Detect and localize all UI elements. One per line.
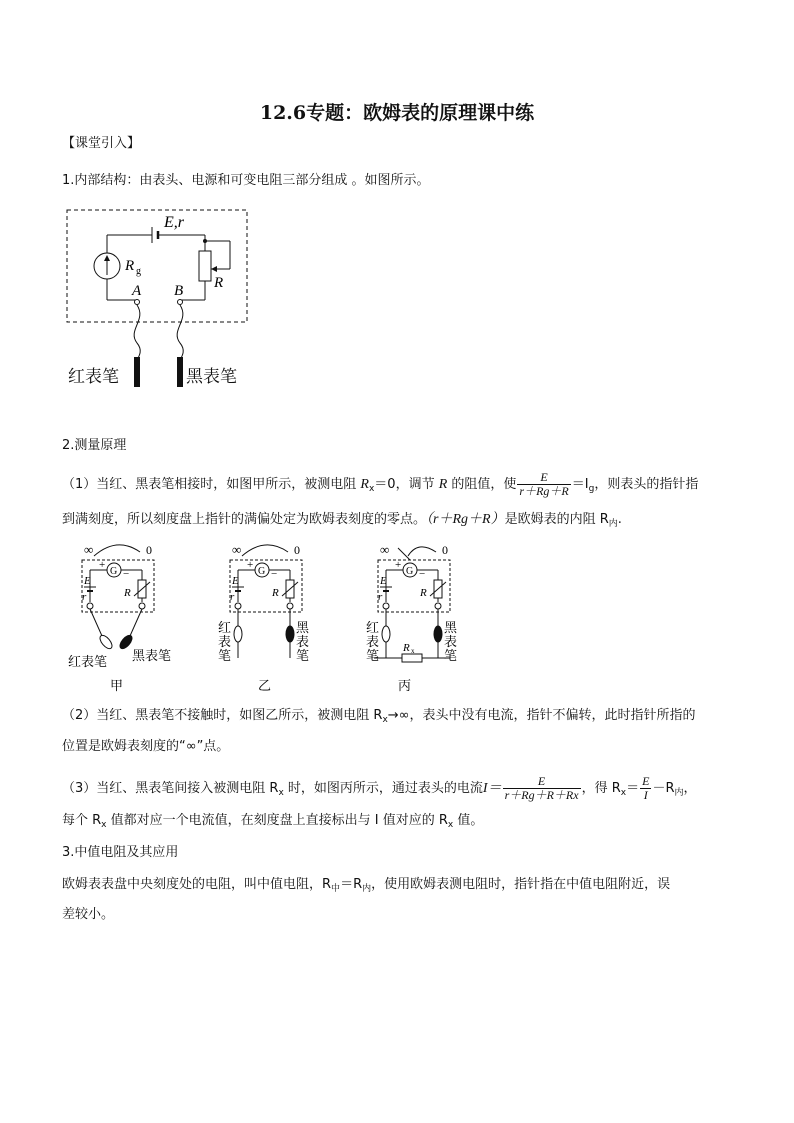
label-jia: 甲: [110, 678, 124, 693]
label-red-v1: 红: [366, 620, 380, 635]
label-rg: R: [125, 258, 135, 274]
text-segment: ，得 R: [581, 781, 621, 796]
fraction-numerator: E: [540, 470, 548, 484]
rheostat-body: [199, 251, 211, 281]
label-plus: +: [247, 559, 254, 571]
label-black-v2: 表: [296, 634, 310, 649]
label-red-v3: 笔: [218, 648, 232, 663]
symbol-rx-sub: x: [382, 715, 388, 725]
label-plus: +: [99, 559, 106, 571]
red-pen-body: [134, 357, 140, 387]
diagram-bing: [366, 542, 458, 693]
paragraph-principle-1-line2: [62, 511, 622, 533]
fraction-numerator: E: [537, 774, 546, 788]
text-segment: ，则表头的指针指: [594, 477, 699, 492]
paragraph-principle-1-line1: [62, 471, 698, 498]
label-red-v3: 笔: [366, 648, 380, 663]
text-segment: .: [617, 512, 622, 527]
label-er: E,r: [164, 214, 184, 231]
paragraph-principle: 2.测量原理: [62, 438, 127, 453]
text-segment: 值。: [453, 813, 484, 828]
symbol-rzhong-sub: 中: [331, 884, 341, 894]
label-red-v2: 表: [366, 634, 380, 649]
label-black-v3: 笔: [296, 648, 310, 663]
label-r: R: [124, 587, 131, 599]
paragraph-median: 3.中值电阻及其应用: [62, 845, 179, 860]
section-heading: 【课堂引入】: [62, 136, 141, 151]
label-black-v2: 表: [444, 634, 458, 649]
text-segment: ，使用欧姆表测电阻时，指针指在中值电阻附近，误: [371, 877, 671, 892]
label-rg-sub: g: [136, 266, 141, 277]
label-e: E: [232, 575, 239, 587]
resistor-rx: [402, 654, 422, 662]
fraction-current: [503, 775, 581, 802]
terminal-b: [178, 300, 183, 305]
label-yi: 乙: [258, 678, 272, 693]
text-segment: ＝I: [571, 477, 589, 492]
expression-internal: （r＋Rg＋R）: [426, 512, 505, 527]
label-r-small: r: [230, 591, 235, 603]
text-segment: 欧姆表表盘中央刻度处的电阻，叫中值电阻，R: [62, 877, 332, 892]
label-r-small: r: [82, 591, 87, 603]
label-r: R: [214, 275, 224, 291]
black-pen-body: [177, 357, 183, 387]
symbol-rnei-sub: 内: [608, 519, 618, 529]
label-a: A: [132, 283, 142, 299]
label-red-pen: 红表笔: [68, 367, 119, 387]
fraction-denominator: r＋Rg＋R: [519, 484, 569, 498]
symbol-rx-sub: x: [368, 484, 375, 494]
label-black-v3: 笔: [444, 648, 458, 663]
diagram-jia: [82, 542, 154, 651]
fraction-current: [517, 471, 570, 498]
text-segment: ，: [683, 781, 697, 796]
text-segment: 时，如图丙所示，通过表头的电流: [283, 781, 483, 796]
scale-arc: [94, 545, 140, 556]
symbol-rx-sub: x: [620, 788, 627, 798]
paragraph-principle-2-line1: [62, 707, 696, 729]
text-segment: （2）当红、黑表笔不接触时，如图乙所示，被测电阻 R: [62, 708, 383, 723]
paragraph-structure: 1.内部结构：由表头、电源和可变电阻三部分组成 。如图所示。: [62, 173, 430, 188]
paragraph-median-line1: [62, 876, 670, 898]
page-title: 12.6专题：欧姆表的原理课中练: [259, 102, 535, 124]
symbol-rnei-sub: 内: [362, 884, 372, 894]
text-segment: 到满刻度，所以刻度盘上指针的满偏处定为欧姆表刻度的零点。: [62, 512, 427, 527]
text-segment: －R: [652, 781, 675, 796]
label-black-pen: 黑表笔: [132, 648, 172, 663]
paragraph-principle-2-line2: 位置是欧姆表刻度的“∞”点。: [62, 739, 230, 754]
label-zero: 0: [146, 543, 152, 557]
label-black-pen: 黑表笔: [186, 367, 237, 387]
text-segment: ＝0，调节: [374, 477, 439, 492]
label-bing: 丙: [398, 678, 412, 693]
symbol-rx-sub: x: [101, 820, 107, 830]
symbol-rx: R: [360, 477, 369, 492]
paragraph-principle-3-line2: [62, 812, 483, 834]
galvanometer-arrowhead: [104, 255, 110, 261]
fraction-numerator: E: [642, 774, 650, 788]
label-plus: +: [395, 559, 402, 571]
label-red-pen: 红表笔: [68, 654, 108, 669]
label-g: G: [406, 566, 414, 577]
label-g: G: [258, 566, 266, 577]
text-segment: 每个 R: [62, 813, 102, 828]
text-segment: 值都对应一个电流值，在刻度盘上直接标出与 I 值对应的 R: [106, 813, 448, 828]
label-red-v2: 表: [218, 634, 232, 649]
label-black-v1: 黑: [296, 620, 310, 635]
symbol-rx-sub: x: [278, 788, 284, 798]
symbol-i: I＝: [482, 781, 502, 796]
slider-arrow: [211, 266, 217, 272]
diagram-yi: [218, 542, 310, 693]
label-red-v1: 红: [218, 620, 232, 635]
label-r-small: r: [378, 591, 383, 603]
symbol-r: R: [438, 477, 448, 492]
text-segment: 是欧姆表的内阻 R: [504, 512, 609, 527]
text-segment: （1）当红、黑表笔相接时，如图甲所示，被测电阻: [62, 477, 361, 492]
terminal-a: [135, 300, 140, 305]
paragraph-median-line2: 差较小。: [62, 907, 115, 922]
text-segment: （3）当红、黑表笔间接入被测电阻 R: [62, 781, 279, 796]
label-e: E: [84, 575, 91, 587]
label-minus: −: [419, 568, 426, 580]
label-zero: 0: [442, 543, 448, 557]
label-infinity: ∞: [84, 542, 94, 557]
text-segment: →∞，表头中没有电流，指针不偏转，此时指针所指的: [387, 708, 696, 723]
symbol-rnei-sub: 内: [674, 788, 684, 798]
text-segment: ＝: [626, 781, 640, 796]
label-infinity: ∞: [232, 542, 242, 557]
fraction-e-over-i: [640, 775, 651, 802]
figure-measurement-diagrams: [62, 540, 462, 700]
fraction-denominator: r＋Rg＋R＋Rx: [504, 788, 579, 802]
symbol-rx-sub: x: [447, 820, 454, 830]
symbol-ig-sub: g: [588, 484, 595, 494]
label-zero: 0: [294, 543, 300, 557]
label-rx: R: [403, 642, 410, 654]
label-r: R: [420, 587, 427, 599]
label-g: G: [110, 566, 118, 577]
fraction-denominator: I: [640, 788, 651, 802]
text-segment: 的阻值，使: [447, 477, 517, 492]
label-black-v1: 黑: [444, 620, 458, 635]
label-e: E: [380, 575, 387, 587]
label-minus: −: [271, 568, 278, 580]
label-rx-sub: x: [411, 647, 415, 655]
text-segment: ＝R: [340, 877, 363, 892]
label-r: R: [272, 587, 279, 599]
label-b: B: [174, 283, 184, 299]
paragraph-principle-3-line1: [62, 775, 697, 802]
label-infinity: ∞: [380, 542, 390, 557]
label-minus: −: [123, 568, 130, 580]
